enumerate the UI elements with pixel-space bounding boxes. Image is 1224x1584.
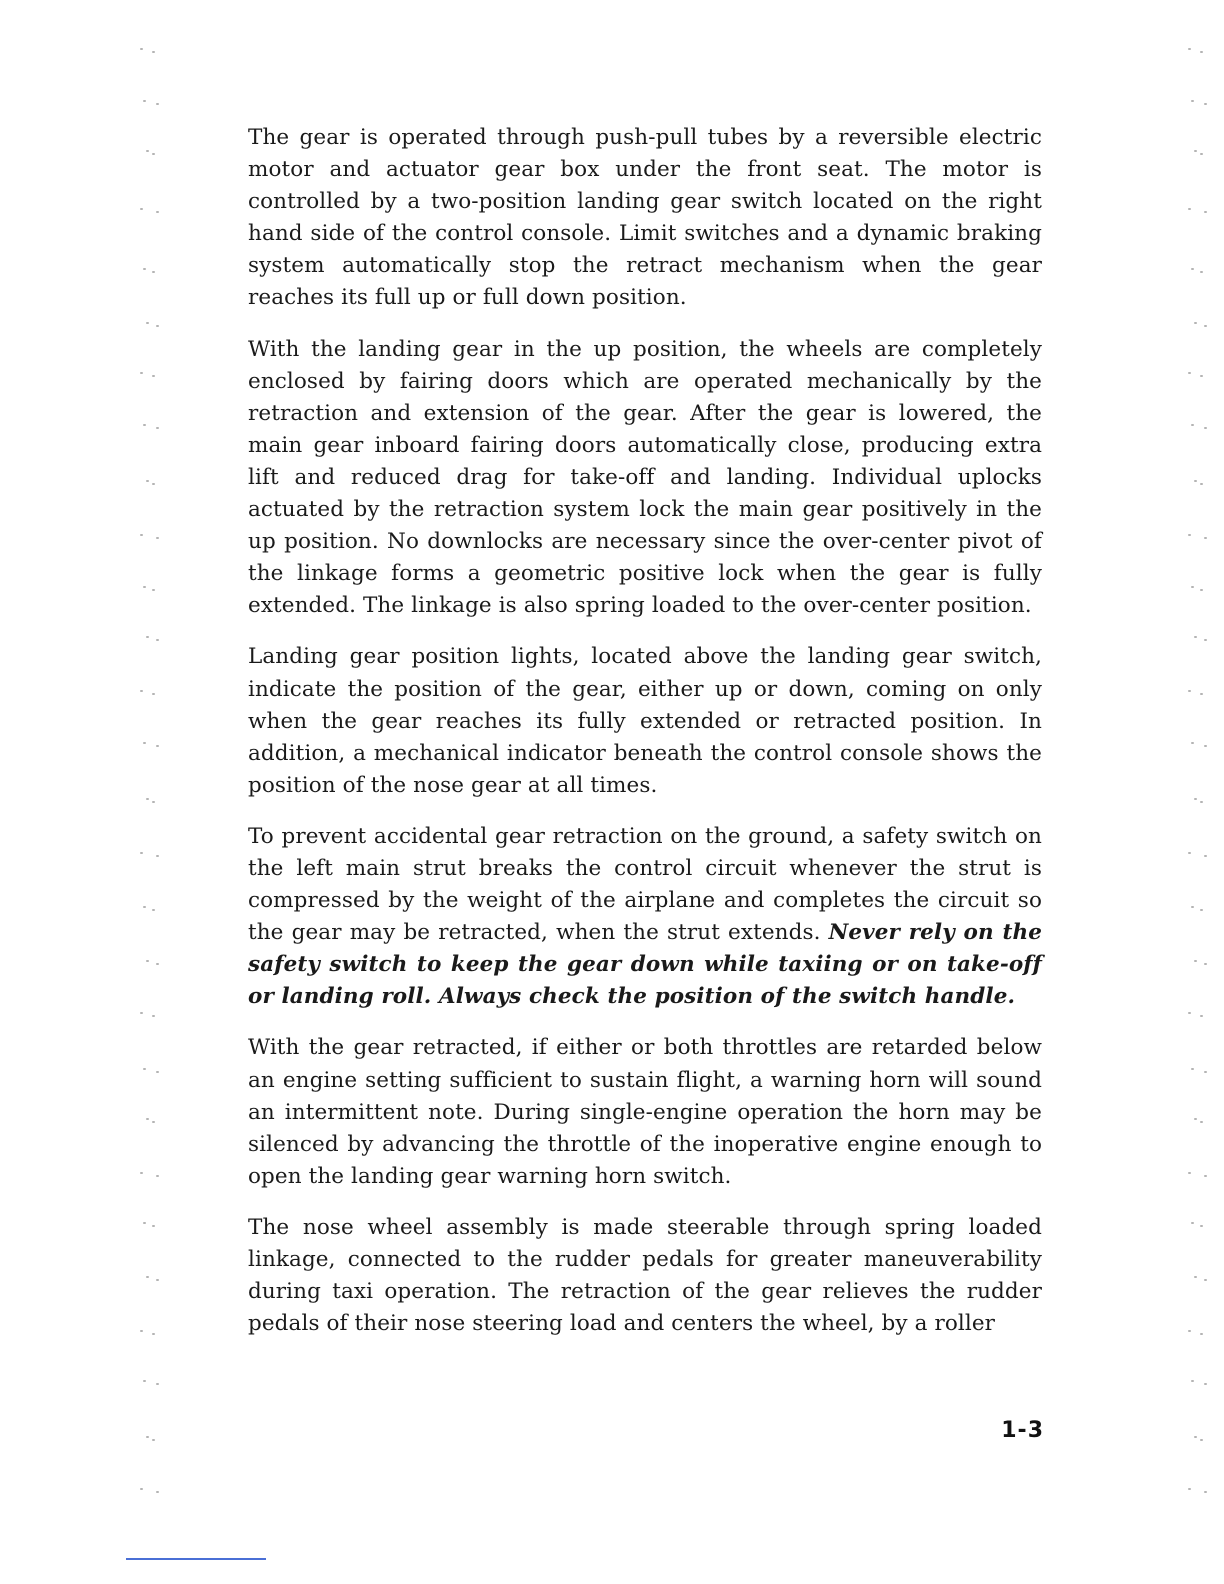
scan-speck bbox=[1204, 325, 1207, 327]
scan-speck bbox=[1200, 1439, 1203, 1441]
scan-speck bbox=[152, 801, 155, 803]
scan-speck bbox=[1200, 1333, 1203, 1335]
scan-speck bbox=[140, 852, 143, 854]
scan-speck bbox=[146, 636, 149, 638]
scan-speck bbox=[152, 1225, 155, 1227]
scan-speck bbox=[1204, 103, 1207, 105]
paragraph-fairing-doors bbox=[248, 334, 1042, 623]
scan-speck bbox=[152, 375, 155, 377]
scan-speck bbox=[140, 1012, 143, 1014]
scan-speck bbox=[1188, 1488, 1191, 1490]
scan-speck bbox=[1188, 1012, 1191, 1014]
scan-speck bbox=[152, 1439, 155, 1441]
scan-speck bbox=[143, 100, 146, 102]
paragraph-safety-switch bbox=[248, 821, 1042, 1014]
scan-speck bbox=[1204, 211, 1207, 213]
paragraph-text: Landing gear position lights, located above the landing gear switch, indicate the position of the gear, either up or down, coming on only when the gear reaches its fully extended or retracted position. In addition, a mechanical indicator beneath the control console shows the position of the nose gear at all times. bbox=[248, 644, 1042, 798]
scan-speck bbox=[1204, 1175, 1207, 1177]
scan-speck bbox=[1194, 322, 1197, 324]
scan-speck bbox=[143, 742, 146, 744]
paragraph-position-lights bbox=[248, 641, 1042, 801]
scan-speck bbox=[1200, 1225, 1203, 1227]
scan-speck bbox=[1188, 534, 1191, 536]
scan-speck bbox=[156, 1279, 159, 1281]
scan-speck bbox=[1191, 906, 1194, 908]
scan-speck bbox=[1191, 100, 1194, 102]
scan-speck bbox=[1204, 1491, 1207, 1493]
scan-speck bbox=[156, 1491, 159, 1493]
page-number: 1-3 bbox=[1001, 1418, 1044, 1443]
scan-speck bbox=[143, 1222, 146, 1224]
scan-speck bbox=[1188, 1330, 1191, 1332]
paragraph-text: The nose wheel assembly is made steerable through spring loaded linkage, connected to the rudder pedals for greater maneuverability during taxi operation. The retraction of the gear relieves the rudder pedals of their nose steering load and centers the wheel, by a roller bbox=[248, 1214, 1042, 1337]
scan-speck bbox=[1204, 1279, 1207, 1281]
scan-speck bbox=[156, 1383, 159, 1385]
bottom-rule bbox=[126, 1558, 266, 1560]
scan-speck bbox=[156, 1175, 159, 1177]
scan-speck bbox=[143, 268, 146, 270]
scan-speck bbox=[1191, 268, 1194, 270]
scan-speck bbox=[1194, 636, 1197, 638]
body-text bbox=[248, 122, 1042, 1359]
scan-speck bbox=[1191, 424, 1194, 426]
scan-speck bbox=[1188, 48, 1191, 50]
scan-speck bbox=[152, 1333, 155, 1335]
scan-speck bbox=[143, 1068, 146, 1070]
scan-speck bbox=[152, 1015, 155, 1017]
scan-speck bbox=[140, 1488, 143, 1490]
scan-speck bbox=[1200, 589, 1203, 591]
scan-speck bbox=[143, 1380, 146, 1382]
scan-speck bbox=[156, 745, 159, 747]
scan-speck bbox=[1200, 483, 1203, 485]
scan-speck bbox=[140, 48, 143, 50]
scan-speck bbox=[152, 51, 155, 53]
scan-speck bbox=[1200, 153, 1203, 155]
scan-speck bbox=[1204, 1071, 1207, 1073]
scan-speck bbox=[140, 1172, 143, 1174]
scan-speck bbox=[1191, 1068, 1194, 1070]
scan-speck bbox=[143, 906, 146, 908]
scan-speck bbox=[152, 909, 155, 911]
scan-speck bbox=[143, 424, 146, 426]
scan-speck bbox=[146, 322, 149, 324]
paragraph-text: With the gear retracted, if either or both throttles are retarded below an engine setting sufficient to sustain flight, a warning horn will sound an intermittent note. During single-engine operation the horn may be silenced by advancing the throttle of the inoperative engine enough to open the landing gear warning horn switch. bbox=[248, 1035, 1042, 1189]
scan-speck bbox=[1191, 1380, 1194, 1382]
scan-speck bbox=[146, 480, 149, 482]
paragraph-text: With the landing gear in the up position, the wheels are completely enclosed by fairing doors which are operated mechanically by the retraction and extension of the gear. After the gear is lowered, the main gear inboard fairing doors automatically close, producing extra lift and reduced drag for take-off and landing. Individual uplocks actuated by the retraction system lock the main gear positively in the up position. No downlocks are necessary since the over-center pivot of the linkage forms a geometric positive lock when the gear is fully extended. The linkage is also spring loaded to the over-center position. bbox=[248, 336, 1042, 619]
scan-speck bbox=[1204, 639, 1207, 641]
scan-speck bbox=[1194, 1118, 1197, 1120]
scan-speck bbox=[1188, 1172, 1191, 1174]
scan-speck bbox=[152, 271, 155, 273]
scan-speck bbox=[140, 372, 143, 374]
scan-speck bbox=[140, 1330, 143, 1332]
scan-speck bbox=[1188, 852, 1191, 854]
paragraph-text: To prevent accidental gear retraction on the ground, a safety switch on the left main strut breaks the control circuit whenever the strut is compressed by the weight of the airplane and completes the circuit so the gear may be retracted, when the strut extends. bbox=[248, 823, 1042, 946]
scan-speck bbox=[1194, 798, 1197, 800]
scan-speck bbox=[140, 534, 143, 536]
left-margin-specks bbox=[130, 0, 170, 1584]
scan-speck bbox=[1200, 1015, 1203, 1017]
scan-speck bbox=[156, 537, 159, 539]
scan-speck bbox=[152, 153, 155, 155]
scan-speck bbox=[146, 1118, 149, 1120]
scan-speck bbox=[143, 586, 146, 588]
scan-speck bbox=[146, 1276, 149, 1278]
scan-speck bbox=[156, 1071, 159, 1073]
scan-speck bbox=[146, 150, 149, 152]
scan-speck bbox=[156, 211, 159, 213]
scan-speck bbox=[1188, 372, 1191, 374]
scan-speck bbox=[1200, 801, 1203, 803]
scan-speck bbox=[156, 427, 159, 429]
paragraph-gear-operation bbox=[248, 122, 1042, 315]
scan-speck bbox=[140, 208, 143, 210]
right-margin-specks bbox=[1178, 0, 1218, 1584]
scan-speck bbox=[156, 639, 159, 641]
scan-speck bbox=[156, 103, 159, 105]
scan-speck bbox=[1204, 745, 1207, 747]
scan-speck bbox=[1188, 208, 1191, 210]
scan-speck bbox=[146, 798, 149, 800]
scan-speck bbox=[1188, 690, 1191, 692]
scan-speck bbox=[1204, 427, 1207, 429]
scan-speck bbox=[1200, 693, 1203, 695]
paragraph-warning-horn bbox=[248, 1032, 1042, 1192]
scan-speck bbox=[156, 325, 159, 327]
scan-speck bbox=[156, 963, 159, 965]
scan-speck bbox=[152, 483, 155, 485]
scan-speck bbox=[1191, 742, 1194, 744]
scan-speck bbox=[1200, 909, 1203, 911]
scan-speck bbox=[156, 855, 159, 857]
scan-speck bbox=[1200, 271, 1203, 273]
scan-speck bbox=[1194, 1436, 1197, 1438]
scan-speck bbox=[1194, 150, 1197, 152]
scan-speck bbox=[1200, 51, 1203, 53]
scan-speck bbox=[146, 960, 149, 962]
scan-speck bbox=[152, 693, 155, 695]
scan-speck bbox=[146, 1436, 149, 1438]
scan-speck bbox=[1204, 537, 1207, 539]
scan-speck bbox=[152, 1121, 155, 1123]
scan-speck bbox=[1200, 375, 1203, 377]
scan-speck bbox=[1194, 480, 1197, 482]
scan-speck bbox=[1204, 1383, 1207, 1385]
scan-speck bbox=[152, 589, 155, 591]
paragraph-nose-wheel bbox=[248, 1212, 1042, 1340]
scan-speck bbox=[1191, 1222, 1194, 1224]
scan-speck bbox=[1204, 855, 1207, 857]
paragraph-text: The gear is operated through push-pull tubes by a reversible electric motor and actuator gear box under the front seat. The motor is controlled by a two-position landing gear switch located on the right hand side of the control console. Limit switches and a dynamic braking system automatically stop the retract mechanism when the gear reaches its full up or full down position. bbox=[248, 125, 1042, 311]
safety-warning: Never rely on the safety switch to keep the gear down while taxiing or on take-off or landing roll. Always check the position of the switch handle. bbox=[248, 920, 1043, 1010]
scan-speck bbox=[1194, 960, 1197, 962]
scan-speck bbox=[140, 690, 143, 692]
scan-speck bbox=[1191, 586, 1194, 588]
scan-speck bbox=[1204, 963, 1207, 965]
scan-speck bbox=[1194, 1276, 1197, 1278]
scan-speck bbox=[1200, 1121, 1203, 1123]
